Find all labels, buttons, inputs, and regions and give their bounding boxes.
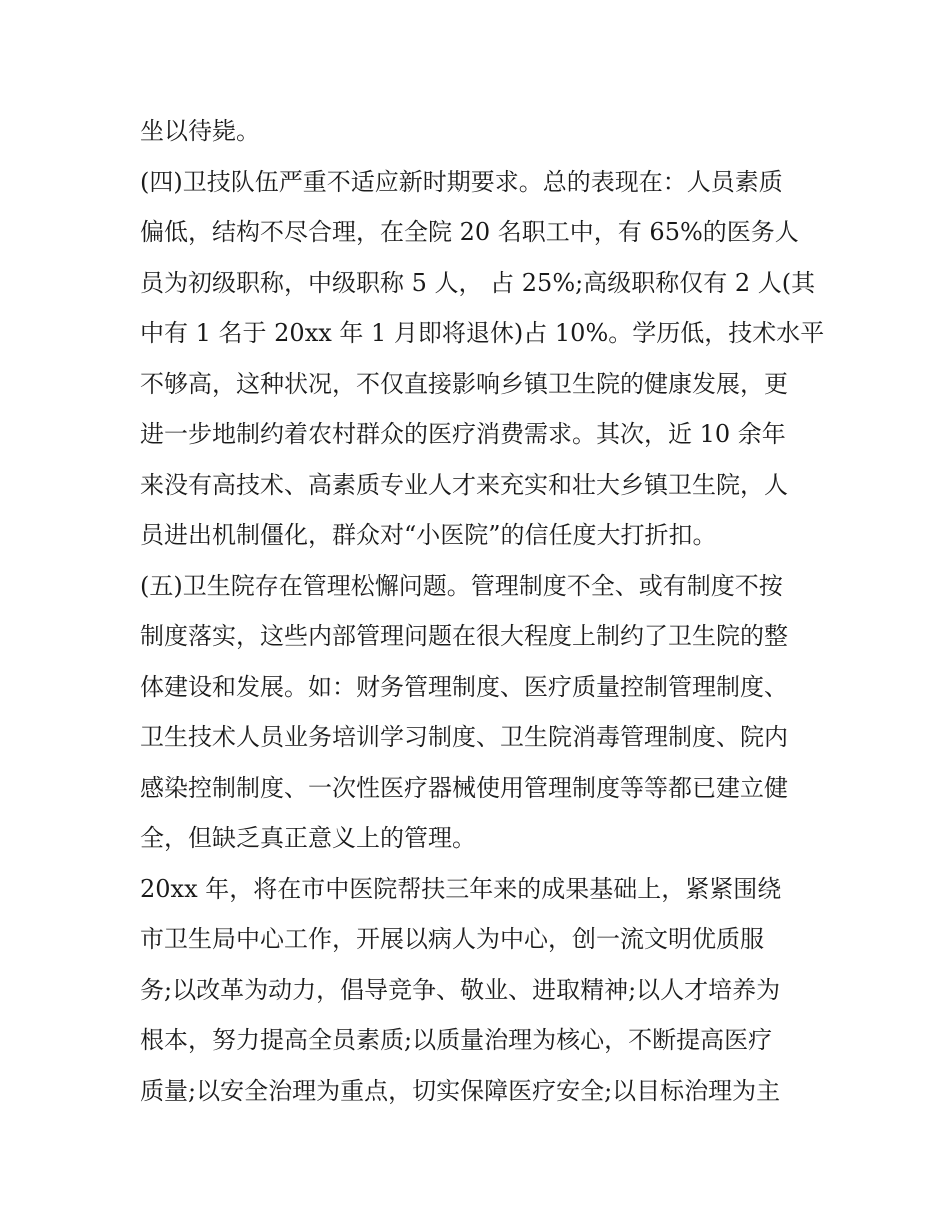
- text-line: 全，但缺乏真正意义上的管理。: [140, 824, 476, 852]
- text-line: (四)卫技队伍严重不适应新时期要求。总的表现在：人员素质: [140, 167, 783, 196]
- text-line: 进一步地制约着农村群众的医疗消费需求。其次，近 10 余年: [140, 420, 786, 448]
- text-line: 中有 1 名于 20xx 年 1 月即将退休)占 10%。学历低，技术水平: [140, 319, 825, 347]
- text-line: 不够高，这种状况，不仅直接影响乡镇卫生院的健康发展，更: [140, 369, 788, 398]
- text-line: 20xx 年，将在市中医院帮扶三年来的成果基础上，紧紧围绕: [140, 874, 782, 903]
- text-line: 来没有高技术、高素质专业人才来充实和壮大乡镇卫生院，人: [140, 470, 788, 499]
- text-line: 坐以待毙。: [140, 117, 260, 145]
- text-line: (五)卫生院存在管理松懈问题。管理制度不全、或有制度不按: [140, 571, 783, 600]
- text-line: 员进出机制僵化，群众对“小医院”的信任度大打折扣。: [140, 521, 717, 549]
- text-line: 务;以改革为动力，倡导竞争、敬业、进取精神;以人才培养为: [140, 975, 781, 1004]
- text-line: 员为初级职称，中级职称 5 人， 占 25%;高级职称仅有 2 人(其: [140, 268, 816, 297]
- text-line: 体建设和发展。如：财务管理制度、医疗质量控制管理制度、: [140, 672, 788, 701]
- text-line: 卫生技术人员业务培训学习制度、卫生院消毒管理制度、院内: [140, 723, 788, 751]
- text-line: 感染控制制度、一次性医疗器械使用管理制度等等都已建立健: [140, 773, 788, 802]
- text-line: 根本，努力提高全员素质;以质量治理为核心，不断提高医疗: [140, 1026, 773, 1054]
- text-line: 市卫生局中心工作，开展以病人为中心，创一流文明优质服: [140, 925, 764, 953]
- text-line: 偏低，结构不尽合理，在全院 20 名职工中，有 65%的医务人: [140, 218, 799, 246]
- text-line: 制度落实，这些内部管理问题在很大程度上制约了卫生院的整: [140, 622, 788, 650]
- body-text: [140, 106, 830, 1116]
- text-line: 质量;以安全治理为重点，切实保障医疗安全;以目标治理为主: [140, 1076, 781, 1105]
